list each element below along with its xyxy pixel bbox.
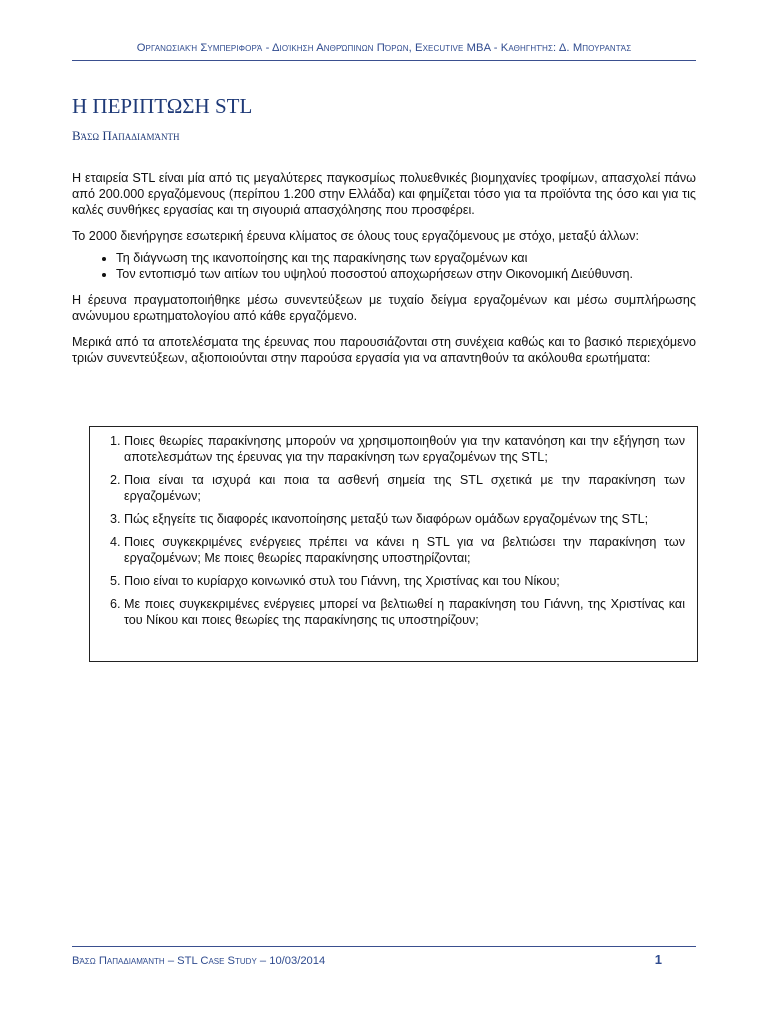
page-number: 1 bbox=[654, 952, 662, 967]
paragraph: Η εταιρεία STL είναι μία από τις μεγαλύτερες παγκοσμίως πολυεθνικές βιομηχανίες τροφίμων, απασχολεί πάνω από 200.000 εργαζόμενους (περίπου 1.200 στην Ελλάδα) και φημίζεται τόσο για τα προϊόντα της όσο και για τις καλές συνθήκες εργασίας και τη σιγουριά απασχόλησης που προσφέρει. bbox=[72, 171, 696, 217]
paragraph: Το 2000 διενήργησε εσωτερική έρευνα κλίματος σε όλους τους εργαζόμενους με στόχο, μεταξύ άλλων: bbox=[72, 229, 639, 243]
questions-list bbox=[98, 433, 685, 628]
question-item: 1. Ποιες θεωρίες παρακίνησης μπορούν να χρησιμοποιηθούν για την κατανόηση και την εξήγηση των αποτελεσμάτων της έρευνας για την παρακίνηση των εργαζομένων της STL; bbox=[124, 433, 685, 465]
bullet-item: • Τον εντοπισμό των αιτίων του υψηλού ποσοστού αποχωρήσεων στην Οικονομική Διεύθυνση. bbox=[116, 266, 696, 282]
question-item: 3. Πώς εξηγείτε τις διαφορές ικανοποίησης μεταξύ των διαφόρων ομάδων εργαζομένων της STL; bbox=[124, 511, 685, 527]
bullet-list bbox=[72, 250, 696, 282]
footer-text: Βάσω Παπαδιαμάντη – STL Case Study – 10/03/2014 bbox=[72, 955, 326, 967]
paragraph: Μερικά από τα αποτελέσματα της έρευνας που παρουσιάζονται στη συνέχεια καθώς και το βασικό περιεχόμενο τριών συνεντεύξεων, αξιοποιούνται στην παρούσα εργασία για να απαντηθούν τα ακόλουθα ερωτήματα: bbox=[72, 335, 696, 365]
question-item: 4. Ποιες συγκεκριμένες ενέργειες πρέπει να κάνει η STL για να βελτιώσει την παρακίνηση των εργαζομένων; Με ποιες θεωρίες παρακίνησης υποστηρίζονται; bbox=[124, 534, 685, 566]
running-header-text: Οργανωσιακή Συμπεριφορά - Διοίκηση Ανθρώπινων Πόρων, Executive MBA - Καθηγητής: Δ. Μπουραντάς bbox=[136, 42, 632, 54]
question-item: 5. Ποιο είναι το κυρίαρχο κοινωνικό στυλ του Γιάννη, της Χριστίνας και του Νίκου; bbox=[124, 573, 685, 589]
document-title: Η ΠΕΡΙΠΤΩΣΗ STL bbox=[72, 94, 253, 118]
paragraph: Η έρευνα πραγματοποιήθηκε μέσω συνεντεύξεων με τυχαίο δείγμα εργαζομένων και μέσω συμπλήρωσης ανώνυμου ερωτηματολογίου από κάθε εργαζόμενο. bbox=[72, 293, 696, 323]
page-footer bbox=[72, 946, 696, 967]
bullet-item: • Τη διάγνωση της ικανοποίησης και της παρακίνησης των εργαζομένων και bbox=[116, 250, 696, 266]
questions-box bbox=[89, 426, 698, 662]
question-item: 2. Ποια είναι τα ισχυρά και ποια τα ασθενή σημεία της STL σχετικά με την παρακίνηση των εργαζομένων; bbox=[124, 472, 685, 504]
running-header bbox=[72, 38, 696, 61]
question-item: 6. Με ποιες συγκεκριμένες ενέργειες μπορεί να βελτιωθεί η παρακίνηση του Γιάννη, της Χριστίνας και του Νίκου και ποιες θεωρίες της παρακίνησης τις υποστηρίζουν; bbox=[124, 596, 685, 628]
document-body bbox=[72, 170, 696, 376]
document-author: Βάσω Παπαδιαμάντη bbox=[72, 128, 180, 143]
